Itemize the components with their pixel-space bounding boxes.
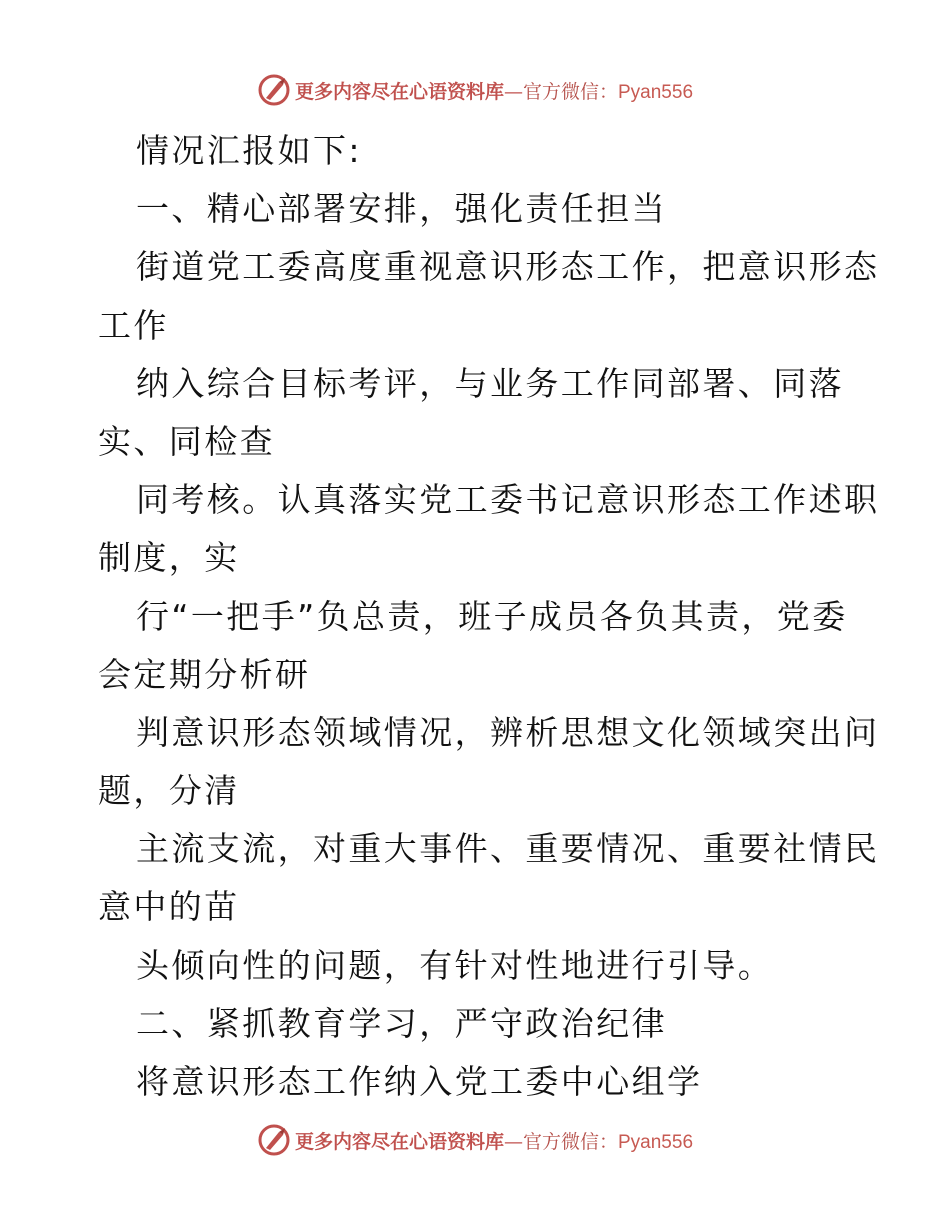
text-line: 街道党工委高度重视意识形态工作，把意识形态 bbox=[136, 247, 880, 287]
text-line: 会定期分析研 bbox=[98, 654, 311, 694]
text-line: 将意识形态工作纳入党工委中心组学 bbox=[136, 1062, 703, 1101]
header-watermark bbox=[0, 70, 950, 110]
watermark-wechat-id: Pyan556 bbox=[618, 81, 694, 103]
watermark-label: 官方微信： bbox=[522, 1130, 618, 1153]
text-line: 题，分清 bbox=[98, 771, 240, 811]
watermark-wechat-id: Pyan556 bbox=[618, 1131, 694, 1153]
text-line: 行“一把手”负总责，班子成员各负其责，党委 bbox=[136, 596, 848, 636]
footer-watermark bbox=[0, 1120, 950, 1160]
quill-logo-icon bbox=[257, 73, 291, 107]
text-line: 意中的苗 bbox=[98, 887, 240, 927]
text-line: 工作 bbox=[98, 305, 169, 345]
watermark-dash: — bbox=[503, 80, 523, 103]
text-line: 纳入综合目标考评，与业务工作同部署、同落 bbox=[136, 363, 844, 403]
document-body bbox=[98, 122, 880, 1111]
text-line: 同考核。认真落实党工委书记意识形态工作述职 bbox=[136, 480, 880, 520]
watermark-brand: 更多内容尽在心语资料库 bbox=[294, 80, 504, 103]
watermark-dash: — bbox=[503, 1130, 523, 1153]
watermark-brand: 更多内容尽在心语资料库 bbox=[294, 1130, 504, 1153]
text-line: 实、同检查 bbox=[98, 421, 275, 461]
watermark-text bbox=[295, 1127, 693, 1154]
quill-logo-icon bbox=[257, 1123, 291, 1157]
section-heading: 一、精心部署安排，强化责任担当 bbox=[136, 189, 667, 229]
watermark-text bbox=[295, 77, 693, 104]
text-line: 头倾向性的问题，有针对性地进行引导。 bbox=[136, 945, 774, 985]
text-line: 情况汇报如下: bbox=[136, 131, 362, 170]
watermark-label: 官方微信： bbox=[522, 80, 618, 103]
text-line: 判意识形态领域情况，辨析思想文化领域突出问 bbox=[136, 712, 880, 752]
text-line: 制度，实 bbox=[98, 538, 240, 578]
text-line: 主流支流，对重大事件、重要情况、重要社情民 bbox=[136, 829, 880, 869]
section-heading: 二、紧抓教育学习，严守政治纪律 bbox=[136, 1003, 667, 1043]
